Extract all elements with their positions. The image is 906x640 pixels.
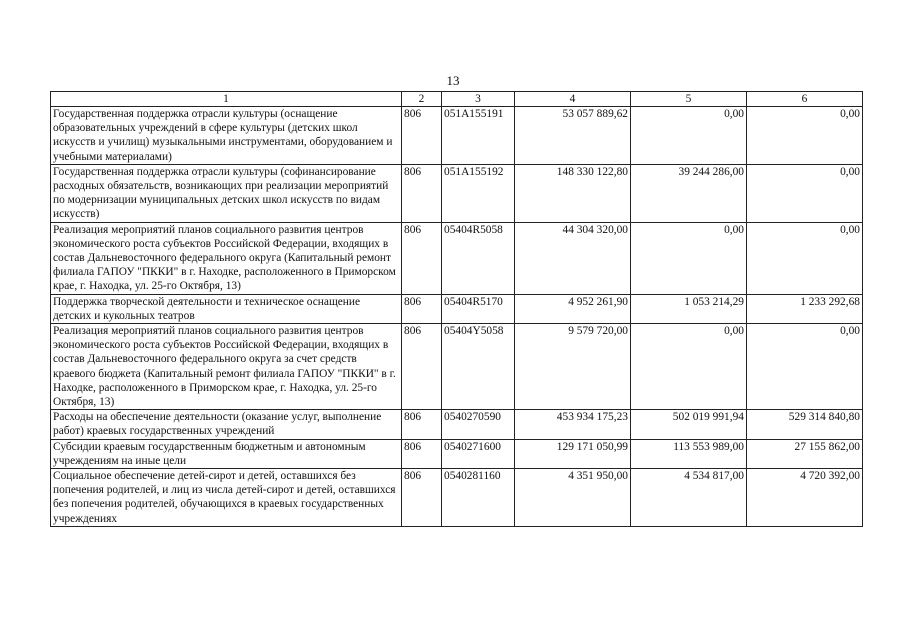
row-amount-col5: 0,00 bbox=[631, 324, 747, 410]
column-header-1: 1 bbox=[51, 92, 402, 107]
table-row bbox=[51, 324, 863, 410]
row-amount-col4: 44 304 320,00 bbox=[515, 222, 631, 294]
row-amount-col5: 113 553 989,00 bbox=[631, 439, 747, 468]
table-row bbox=[51, 107, 863, 165]
row-name: Субсидии краевым государственным бюджетным и автономным учреждениям на иные цели bbox=[51, 439, 402, 468]
row-name: Расходы на обеспечение деятельности (оказание услуг, выполнение работ) краевых государственных учреждений bbox=[51, 410, 402, 439]
row-target-article: 051A155192 bbox=[442, 164, 515, 222]
table-row bbox=[51, 164, 863, 222]
row-name: Реализация мероприятий планов социального развития центров экономического роста субъектов Российской Федерации, входящих в состав Дальневосточного федерального округа за счет средств краевого бюджета (Капитальный ремонт филиала ГАПОУ "ПККИ" в г. Находке, расположенного в Приморском крае, г. Находка, ул. 25-го Октября, 13) bbox=[51, 324, 402, 410]
table-row bbox=[51, 410, 863, 439]
row-grbs-code: 806 bbox=[402, 107, 442, 165]
row-amount-col5: 1 053 214,29 bbox=[631, 294, 747, 323]
budget-table bbox=[50, 91, 863, 527]
row-target-article: 05404R5170 bbox=[442, 294, 515, 323]
row-amount-col5: 502 019 991,94 bbox=[631, 410, 747, 439]
table-row bbox=[51, 294, 863, 323]
row-name: Реализация мероприятий планов социального развития центров экономического роста субъектов Российской Федерации, входящих в состав Дальневосточного федерального округа (Капитальный ремонт филиала ГАПОУ "ПККИ" в г. Находке, расположенного в Приморском крае, г. Находка, ул. 25-го Октября, 13) bbox=[51, 222, 402, 294]
row-name: Государственная поддержка отрасли культуры (софинансирование расходных обязательств, возникающих при реализации мероприятий по модернизации муниципальных детских школ искусств по видам искусств) bbox=[51, 164, 402, 222]
row-amount-col4: 148 330 122,80 bbox=[515, 164, 631, 222]
header-row bbox=[51, 92, 863, 107]
row-grbs-code: 806 bbox=[402, 410, 442, 439]
row-amount-col4: 4 351 950,00 bbox=[515, 469, 631, 527]
row-amount-col5: 4 534 817,00 bbox=[631, 469, 747, 527]
row-grbs-code: 806 bbox=[402, 164, 442, 222]
row-amount-col6: 0,00 bbox=[747, 107, 863, 165]
column-header-4: 4 bbox=[515, 92, 631, 107]
table-body bbox=[51, 107, 863, 527]
row-amount-col4: 453 934 175,23 bbox=[515, 410, 631, 439]
column-header-2: 2 bbox=[402, 92, 442, 107]
row-name: Государственная поддержка отрасли культуры (оснащение образовательных учреждений в сфере культуры (детских школ искусств и училищ) музыкальными инструментами, оборудованием и учебными материалами) bbox=[51, 107, 402, 165]
column-header-5: 5 bbox=[631, 92, 747, 107]
row-amount-col6: 27 155 862,00 bbox=[747, 439, 863, 468]
row-grbs-code: 806 bbox=[402, 469, 442, 527]
row-name: Социальное обеспечение детей-сирот и детей, оставшихся без попечения родителей, и лиц из числа детей-сирот и детей, оставшихся без попечения родителей, обучающихся в краевых государственных учреждениях bbox=[51, 469, 402, 527]
row-amount-col6: 529 314 840,80 bbox=[747, 410, 863, 439]
row-amount-col5: 0,00 bbox=[631, 222, 747, 294]
row-amount-col5: 0,00 bbox=[631, 107, 747, 165]
row-target-article: 0540270590 bbox=[442, 410, 515, 439]
table-row bbox=[51, 222, 863, 294]
row-amount-col6: 0,00 bbox=[747, 324, 863, 410]
row-target-article: 051A155191 bbox=[442, 107, 515, 165]
row-amount-col6: 0,00 bbox=[747, 222, 863, 294]
column-header-3: 3 bbox=[442, 92, 515, 107]
row-target-article: 05404Y5058 bbox=[442, 324, 515, 410]
row-name: Поддержка творческой деятельности и техническое оснащение детских и кукольных театров bbox=[51, 294, 402, 323]
row-target-article: 0540271600 bbox=[442, 439, 515, 468]
row-amount-col6: 4 720 392,00 bbox=[747, 469, 863, 527]
table-row bbox=[51, 469, 863, 527]
table-row bbox=[51, 439, 863, 468]
row-amount-col6: 1 233 292,68 bbox=[747, 294, 863, 323]
row-target-article: 0540281160 bbox=[442, 469, 515, 527]
row-grbs-code: 806 bbox=[402, 222, 442, 294]
row-amount-col4: 129 171 050,99 bbox=[515, 439, 631, 468]
row-amount-col5: 39 244 286,00 bbox=[631, 164, 747, 222]
page-number: 13 bbox=[446, 73, 460, 88]
row-grbs-code: 806 bbox=[402, 294, 442, 323]
row-amount-col4: 4 952 261,90 bbox=[515, 294, 631, 323]
row-grbs-code: 806 bbox=[402, 324, 442, 410]
table-header bbox=[51, 92, 863, 107]
row-amount-col4: 53 057 889,62 bbox=[515, 107, 631, 165]
row-amount-col4: 9 579 720,00 bbox=[515, 324, 631, 410]
row-target-article: 05404R5058 bbox=[442, 222, 515, 294]
column-header-6: 6 bbox=[747, 92, 863, 107]
row-grbs-code: 806 bbox=[402, 439, 442, 468]
row-amount-col6: 0,00 bbox=[747, 164, 863, 222]
